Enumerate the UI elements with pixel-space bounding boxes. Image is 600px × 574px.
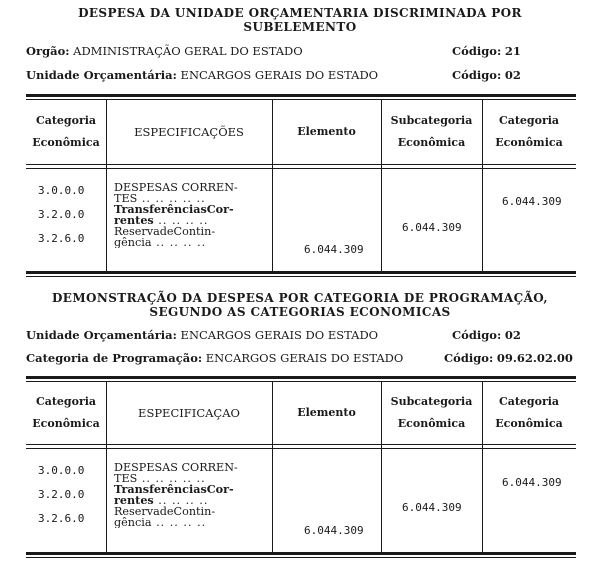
code-3-0-0-0-s2: 3.0.0.0 <box>38 464 85 477</box>
unidade-code-2 <box>452 328 521 342</box>
orgao-value: ADMINISTRAÇÃO GERAL DO ESTADO <box>73 44 303 58</box>
orgao-code <box>452 44 521 58</box>
unidade-label-2: Unidade Orçamentária: <box>26 328 177 342</box>
subcategoria-value: 6.044.309 <box>402 221 462 234</box>
unidade-codigo-value-2: 02 <box>504 328 521 342</box>
header-categoria-economica-2: Categoria Econômica <box>495 114 563 149</box>
unidade-codigo-label: Código: <box>452 68 502 82</box>
unidade-line-1 <box>26 68 576 82</box>
unidade-label: Unidade Orçamentária: <box>26 68 177 82</box>
spec-line-transferencias-s2: TransferênciasCor- <box>114 484 234 495</box>
section1-title <box>30 6 570 34</box>
orgao-codigo-value: 21 <box>504 44 521 58</box>
code-3-0-0-0: 3.0.0.0 <box>38 184 85 197</box>
code-3-2-0-0-s2: 3.2.0.0 <box>38 488 85 501</box>
categoria-prog-value: ENCARGOS GERAIS DO ESTADO <box>205 351 404 365</box>
orgao-codigo-label: Código: <box>452 44 502 58</box>
spec-line-reserva: ReservadeContin- <box>114 226 216 237</box>
code-3-2-6-0: 3.2.6.0 <box>38 232 85 245</box>
section2-title-line2: SEGUNDO AS CATEGORIAS ECONOMICAS <box>149 305 451 319</box>
section1-title-line2: SUBELEMENTO <box>243 20 357 34</box>
spec-line-rentes: rentes .. .. .. .. <box>114 215 209 226</box>
code-3-2-6-0-s2: 3.2.6.0 <box>38 512 85 525</box>
section1-title-line1: DESPESA DA UNIDADE ORÇAMENTARIA DISCRIMINADA POR <box>78 6 522 20</box>
orgao-label: Orgão: <box>26 44 70 58</box>
section2-title-line1: DEMONSTRAÇÃO DA DESPESA POR CATEGORIA DE PROGRAMAÇÃO, <box>51 291 549 305</box>
elemento-value-s2: 6.044.309 <box>304 524 364 537</box>
categoria-programacao-line <box>26 351 576 365</box>
categoria-prog-label: Categoria de Programação: <box>26 351 203 365</box>
spec-line-tes: TES .. .. .. .. .. <box>114 193 206 204</box>
header-subcategoria-economica: Subcategoria Econômica <box>390 114 473 149</box>
header-subcategoria-economica-s2: Subcategoria Econômica <box>390 395 473 430</box>
spec-line-gencia-s2: gência .. .. .. .. <box>114 517 207 528</box>
header-elemento: Elemento <box>297 125 356 138</box>
header-categoria-economica-2-s2: Categoria Econômica <box>495 395 563 430</box>
unidade-value-2: ENCARGOS GERAIS DO ESTADO <box>180 328 379 342</box>
header-categoria-economica-s2: Categoria Econômica <box>32 395 100 430</box>
categoria-prog-codigo-value: 09.62.02.00 <box>496 351 573 365</box>
elemento-value: 6.044.309 <box>304 243 364 256</box>
spec-line-rentes-s2: rentes .. .. .. .. <box>114 495 209 506</box>
subelemento-table <box>26 94 576 278</box>
categoria-prog-codigo-label: Código: <box>444 351 494 365</box>
categoria-value: 6.044.309 <box>502 195 562 208</box>
especificacoes-text <box>114 182 264 248</box>
spec-line-despesas: DESPESAS CORREN- <box>114 182 238 193</box>
subcategoria-value-s2: 6.044.309 <box>402 501 462 514</box>
unidade-value: ENCARGOS GERAIS DO ESTADO <box>180 68 379 82</box>
unidade-line-2 <box>26 328 576 342</box>
spec-line-reserva-s2: ReservadeContin- <box>114 506 216 517</box>
orgao-line <box>26 44 576 58</box>
spec-line-tes-s2: TES .. .. .. .. .. <box>114 473 206 484</box>
section2-title <box>30 291 570 319</box>
programacao-table <box>26 376 576 562</box>
spec-line-gencia: gência .. .. .. .. <box>114 237 207 248</box>
unidade-codigo-label-2: Código: <box>452 328 502 342</box>
header-especificacao: ESPECIFICAÇAO <box>138 406 240 420</box>
code-3-2-0-0: 3.2.0.0 <box>38 208 85 221</box>
header-elemento-s2: Elemento <box>297 406 356 419</box>
unidade-codigo-value: 02 <box>504 68 521 82</box>
unidade-code <box>452 68 521 82</box>
header-categoria-economica: Categoria Econômica <box>32 114 100 149</box>
especificacao-text <box>114 462 264 528</box>
header-especificacoes: ESPECIFICAÇÕES <box>134 125 244 139</box>
spec-line-transferencias: TransferênciasCor- <box>114 204 234 215</box>
categoria-value-s2: 6.044.309 <box>502 476 562 489</box>
categoria-prog-code <box>444 351 573 365</box>
spec-line-despesas-s2: DESPESAS CORREN- <box>114 462 238 473</box>
